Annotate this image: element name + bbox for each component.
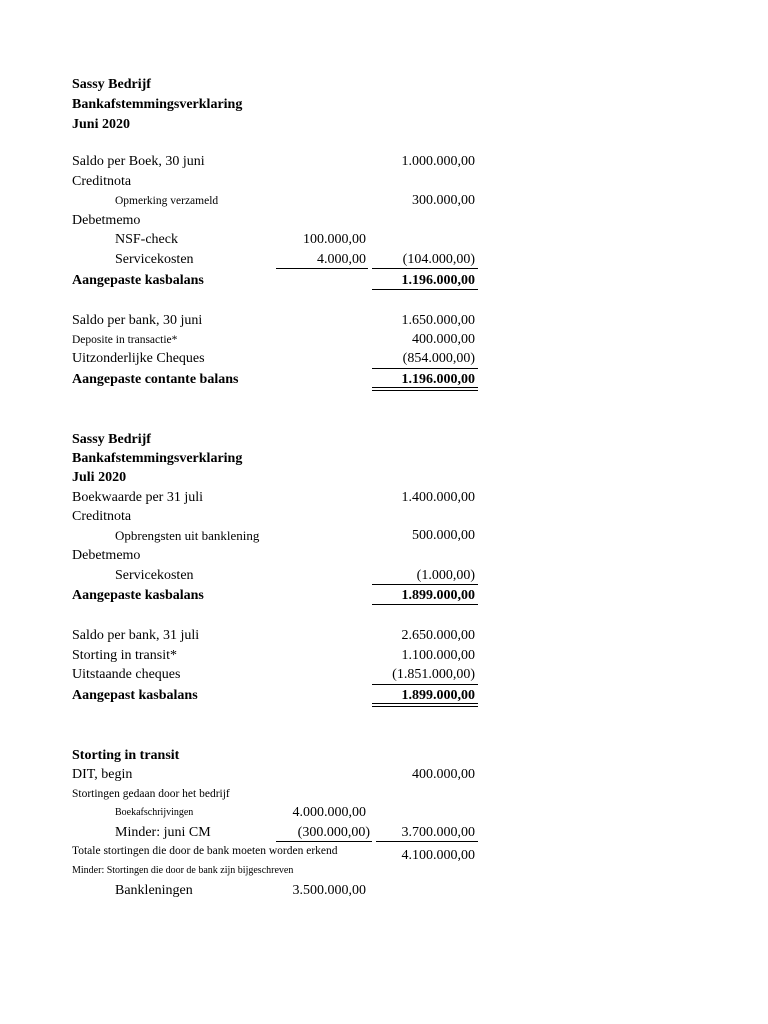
deposit-transit-value: 1.100.000,00 — [401, 648, 475, 663]
book-balance-label: Saldo per Boek, 30 juni — [72, 154, 205, 169]
book-entries-label: Boekafschrijvingen — [115, 807, 194, 818]
subtotal-underline — [376, 841, 478, 842]
adjusted-cash-label: Aangepaste kasbalans — [72, 273, 204, 288]
deposit-transit-value: 400.000,00 — [412, 332, 475, 347]
adjusted-balance-value: 1.196.000,00 — [401, 372, 475, 387]
july-title-row — [0, 449, 768, 469]
statement-title: Bankafstemmingsverklaring — [72, 451, 243, 466]
june-outstanding-row — [0, 349, 768, 369]
outstanding-label: Uitzonderlijke Cheques — [72, 351, 205, 366]
adjusted-balance-value: 1.899.000,00 — [401, 688, 475, 703]
july-debit-memo-row — [0, 546, 768, 566]
statement-period: Juni 2020 — [72, 117, 130, 132]
less-june-label: Minder: juni CM — [115, 825, 211, 840]
debit-memo-label: Debetmemo — [72, 548, 141, 563]
service-value: 4.000,00 — [317, 252, 366, 267]
book-entries-row — [0, 803, 768, 823]
july-outstanding-row — [0, 665, 768, 685]
service-value: (1.000,00) — [416, 568, 475, 583]
total-underline — [372, 289, 478, 290]
dit-begin-label: DIT, begin — [72, 767, 133, 782]
july-bank-balance-row — [0, 626, 768, 646]
adjusted-cash-value: 1.196.000,00 — [401, 273, 475, 288]
adjusted-balance-label: Aangepaste contante balans — [72, 372, 239, 387]
bank-balance-value: 1.650.000,00 — [401, 313, 475, 328]
bank-loans-label: Bankleningen — [115, 883, 193, 898]
book-entries-value: 4.000.000,00 — [292, 805, 366, 820]
collected-label: Opmerking verzameld — [115, 195, 219, 207]
service-total: (104.000,00) — [402, 252, 475, 267]
double-underline — [372, 387, 478, 391]
deposit-transit-label: Deposite in transactie* — [72, 334, 178, 346]
total-deposits-label: Totale stortingen die door de bank moeten worden erkend — [72, 845, 338, 857]
july-adjusted-cash-row — [0, 586, 768, 606]
june-nsf-row — [0, 230, 768, 250]
less-june-row — [0, 823, 768, 843]
total-underline — [372, 604, 478, 605]
june-deposit-transit-row — [0, 330, 768, 350]
company-name: Sassy Bedrijf — [72, 77, 151, 92]
book-value-value: 1.400.000,00 — [401, 490, 475, 505]
june-service-row — [0, 250, 768, 270]
nsf-label: NSF-check — [115, 232, 178, 247]
june-credit-memo-row — [0, 172, 768, 192]
subtotal-underline — [372, 368, 478, 369]
adjusted-balance-label: Aangepast kasbalans — [72, 688, 198, 703]
adjusted-cash-value: 1.899.000,00 — [401, 588, 475, 603]
less-credited-row — [0, 861, 768, 881]
july-period-row — [0, 468, 768, 488]
service-label: Servicekosten — [115, 252, 194, 267]
outstanding-value: (1.851.000,00) — [392, 667, 475, 682]
book-balance-value: 1.000.000,00 — [401, 154, 475, 169]
collected-value: 300.000,00 — [412, 193, 475, 208]
july-deposit-transit-row — [0, 646, 768, 666]
dit-begin-value: 400.000,00 — [412, 767, 475, 782]
june-book-balance-row — [0, 152, 768, 172]
bank-loans-value: 3.500.000,00 — [292, 883, 366, 898]
deposit-transit-label: Storting in transit* — [72, 648, 177, 663]
less-june-total: 3.700.000,00 — [401, 825, 475, 840]
subtotal-underline — [276, 841, 372, 842]
book-value-label: Boekwaarde per 31 juli — [72, 490, 204, 505]
bank-balance-value: 2.650.000,00 — [401, 628, 475, 643]
deposits-by-company-row — [0, 784, 768, 804]
total-deposits-row — [0, 843, 768, 863]
statement-period: Juli 2020 — [72, 470, 127, 485]
less-credited-label: Minder: Stortingen die door de bank zijn bijgeschreven — [72, 865, 294, 876]
total-deposits-value: 4.100.000,00 — [401, 848, 475, 863]
less-june-value: (300.000,00) — [297, 825, 370, 840]
july-book-value-row — [0, 488, 768, 508]
debit-memo-label: Debetmemo — [72, 213, 141, 228]
transit-heading-row — [0, 746, 768, 766]
loan-proceeds-label: Opbrengsten uit banklening — [115, 528, 260, 543]
outstanding-label: Uitstaande cheques — [72, 667, 181, 682]
subtotal-underline — [372, 268, 478, 269]
july-company-row — [0, 430, 768, 450]
subtotal-underline — [372, 684, 478, 685]
nsf-value: 100.000,00 — [303, 232, 366, 247]
july-service-row — [0, 566, 768, 586]
july-credit-memo-row — [0, 507, 768, 527]
company-name: Sassy Bedrijf — [72, 432, 151, 447]
june-collected-row — [0, 191, 768, 211]
bank-balance-label: Saldo per bank, 31 juli — [72, 628, 200, 643]
june-period-row — [0, 115, 768, 135]
bank-loans-row — [0, 881, 768, 901]
subtotal-underline — [372, 584, 478, 585]
adjusted-cash-label: Aangepaste kasbalans — [72, 588, 204, 603]
deposits-by-company-label: Stortingen gedaan door het bedrijf — [72, 788, 230, 800]
june-title-row — [0, 95, 768, 115]
subtotal-underline — [276, 268, 368, 269]
june-bank-balance-row — [0, 311, 768, 331]
june-company-row — [0, 75, 768, 95]
june-debit-memo-row — [0, 211, 768, 231]
july-loan-proceeds-row — [0, 526, 768, 546]
dit-begin-row — [0, 765, 768, 785]
double-underline — [372, 703, 478, 707]
transit-heading: Storting in transit — [72, 748, 180, 763]
credit-memo-label: Creditnota — [72, 174, 132, 189]
outstanding-value: (854.000,00) — [402, 351, 475, 366]
credit-memo-label: Creditnota — [72, 509, 132, 524]
bank-balance-label: Saldo per bank, 30 juni — [72, 313, 203, 328]
june-adjusted-cash-row — [0, 271, 768, 291]
service-label: Servicekosten — [115, 568, 194, 583]
statement-title: Bankafstemmingsverklaring — [72, 97, 243, 112]
loan-proceeds-value: 500.000,00 — [412, 528, 475, 543]
